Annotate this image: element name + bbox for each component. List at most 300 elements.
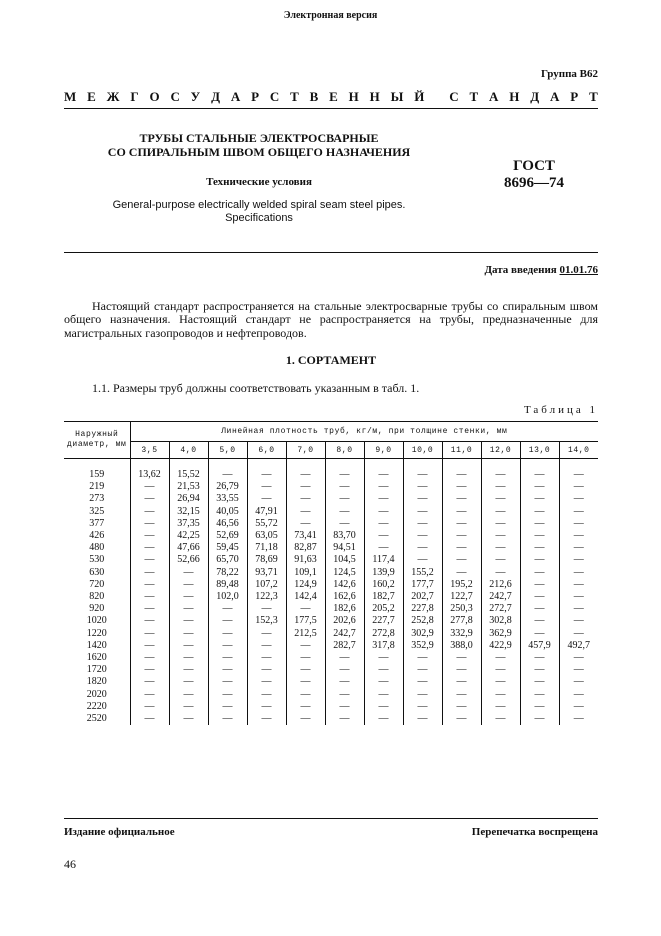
density-cell: — bbox=[520, 676, 559, 688]
density-cell: 492,7 bbox=[559, 640, 598, 652]
effective-date-value: 01.01.76 bbox=[559, 264, 598, 276]
density-cell: 250,3 bbox=[442, 603, 481, 615]
diameter-cell: 2020 bbox=[86, 688, 107, 700]
density-cell: — bbox=[481, 701, 520, 713]
density-cell: — bbox=[442, 493, 481, 505]
density-cell: — bbox=[442, 701, 481, 713]
density-cell: — bbox=[403, 459, 442, 482]
density-cell: 21,53 bbox=[169, 481, 208, 493]
thickness-header: 10,0 bbox=[403, 442, 442, 459]
density-cell: — bbox=[481, 530, 520, 542]
table-row bbox=[64, 689, 598, 701]
heading-letter: Е bbox=[87, 89, 96, 104]
diameter-header: Наружный диаметр, мм bbox=[64, 422, 130, 459]
density-cell: — bbox=[130, 506, 169, 518]
density-cell: 277,8 bbox=[442, 615, 481, 627]
density-cell: — bbox=[286, 506, 325, 518]
density-cell: 91,63 bbox=[286, 554, 325, 566]
density-cell: — bbox=[481, 664, 520, 676]
density-cell: 122,7 bbox=[442, 591, 481, 603]
density-cell: — bbox=[559, 530, 598, 542]
thickness-header: 14,0 bbox=[559, 442, 598, 459]
density-cell: 40,05 bbox=[208, 506, 247, 518]
heading-letter: Н bbox=[509, 89, 520, 104]
density-cell: 457,9 bbox=[520, 640, 559, 652]
density-cell: — bbox=[520, 493, 559, 505]
density-cell: — bbox=[130, 628, 169, 640]
diameter-cell: 1420 bbox=[86, 639, 107, 651]
effective-date-label: Дата введения bbox=[484, 264, 560, 276]
density-cell: — bbox=[130, 518, 169, 530]
density-cell: 65,70 bbox=[208, 554, 247, 566]
table-row bbox=[64, 603, 598, 615]
thickness-header: 4,0 bbox=[169, 442, 208, 459]
density-cell: 89,48 bbox=[208, 579, 247, 591]
density-cell: — bbox=[130, 689, 169, 701]
heading-letter: Р bbox=[570, 89, 579, 104]
density-cell: — bbox=[364, 506, 403, 518]
english-title-line-2: Specifications bbox=[225, 212, 293, 224]
density-cell: 227,8 bbox=[403, 603, 442, 615]
density-cell: — bbox=[559, 542, 598, 554]
density-cell: — bbox=[208, 459, 247, 482]
density-cell: — bbox=[520, 518, 559, 530]
density-cell: 422,9 bbox=[481, 640, 520, 652]
density-cell: 252,8 bbox=[403, 615, 442, 627]
heading-letter: А bbox=[550, 89, 560, 104]
density-cell: 362,9 bbox=[481, 628, 520, 640]
diameter-cell: 1220 bbox=[86, 627, 107, 639]
density-cell: — bbox=[286, 459, 325, 482]
thickness-header: 8,0 bbox=[325, 442, 364, 459]
section-title: 1. СОРТАМЕНТ bbox=[285, 353, 377, 367]
heading-letter: Ы bbox=[390, 89, 404, 104]
density-cell: — bbox=[130, 567, 169, 579]
heading-letter: А bbox=[230, 89, 241, 104]
diameter-cell: 1720 bbox=[86, 664, 107, 676]
density-cell: 82,87 bbox=[286, 542, 325, 554]
clause-1-1: 1.1. Размеры труб должны соответствовать указанным в табл. 1. bbox=[92, 381, 420, 395]
table-row bbox=[64, 459, 598, 482]
density-cell: — bbox=[403, 652, 442, 664]
density-cell: 83,70 bbox=[325, 530, 364, 542]
density-cell: — bbox=[559, 689, 598, 701]
density-cell: — bbox=[208, 701, 247, 713]
density-cell: — bbox=[559, 567, 598, 579]
divider-top bbox=[64, 108, 598, 109]
table-row bbox=[64, 701, 598, 713]
density-cell: — bbox=[559, 713, 598, 725]
diameter-cell: 720 bbox=[89, 578, 105, 590]
density-cell: — bbox=[169, 567, 208, 579]
diameter-cell: 159 bbox=[89, 469, 105, 480]
density-cell: 78,69 bbox=[247, 554, 286, 566]
density-cell: 352,9 bbox=[403, 640, 442, 652]
density-cell: — bbox=[130, 603, 169, 615]
table-header-row bbox=[64, 422, 598, 442]
table-row bbox=[64, 628, 598, 640]
thickness-header: 7,0 bbox=[286, 442, 325, 459]
density-cell: — bbox=[169, 701, 208, 713]
density-cell: 26,94 bbox=[169, 493, 208, 505]
density-cell: 104,5 bbox=[325, 554, 364, 566]
density-cell: — bbox=[286, 689, 325, 701]
thickness-header: 6,0 bbox=[247, 442, 286, 459]
thickness-header: 11,0 bbox=[442, 442, 481, 459]
density-cell: 109,1 bbox=[286, 567, 325, 579]
density-cell: 46,56 bbox=[208, 518, 247, 530]
density-cell: — bbox=[559, 615, 598, 627]
density-cell: — bbox=[325, 676, 364, 688]
density-cell: 122,3 bbox=[247, 591, 286, 603]
density-cell: — bbox=[364, 664, 403, 676]
density-cell: — bbox=[481, 713, 520, 725]
density-cell: — bbox=[325, 459, 364, 482]
electronic-version-label: Электронная версия bbox=[283, 10, 378, 21]
density-cell: — bbox=[325, 689, 364, 701]
density-cell: — bbox=[325, 481, 364, 493]
pipe-dimensions-table bbox=[64, 421, 598, 725]
density-cell: 13,62 bbox=[130, 459, 169, 482]
density-cell: — bbox=[130, 615, 169, 627]
density-cell: — bbox=[403, 506, 442, 518]
density-cell: — bbox=[364, 713, 403, 725]
density-cell: — bbox=[403, 701, 442, 713]
density-cell: — bbox=[169, 664, 208, 676]
density-cell: — bbox=[520, 459, 559, 482]
heading-letter: Д bbox=[211, 89, 221, 104]
density-cell: — bbox=[559, 493, 598, 505]
density-cell: 160,2 bbox=[364, 579, 403, 591]
density-cell: — bbox=[520, 542, 559, 554]
divider-middle bbox=[64, 252, 598, 253]
density-cell: 272,7 bbox=[481, 603, 520, 615]
density-cell: — bbox=[520, 579, 559, 591]
density-cell: — bbox=[481, 542, 520, 554]
density-cell: — bbox=[130, 481, 169, 493]
density-cell: 32,15 bbox=[169, 506, 208, 518]
diameter-cell: 426 bbox=[89, 530, 105, 542]
density-cell: — bbox=[559, 628, 598, 640]
table-row bbox=[64, 506, 598, 518]
heading-letter: У bbox=[190, 89, 201, 104]
title-line-1: ТРУБЫ СТАЛЬНЫЕ ЭЛЕКТРОСВАРНЫЕ bbox=[139, 131, 379, 145]
density-cell: — bbox=[169, 652, 208, 664]
density-cell: — bbox=[325, 701, 364, 713]
density-cell: 242,7 bbox=[325, 628, 364, 640]
thickness-header: 13,0 bbox=[520, 442, 559, 459]
density-cell: 102,0 bbox=[208, 591, 247, 603]
table-label: Таблица 1 bbox=[523, 404, 598, 416]
density-cell: — bbox=[403, 493, 442, 505]
density-cell: — bbox=[364, 459, 403, 482]
table-row bbox=[64, 664, 598, 676]
density-cell: — bbox=[364, 542, 403, 554]
density-cell: — bbox=[130, 640, 169, 652]
density-cell: — bbox=[247, 664, 286, 676]
heading-letter: Г bbox=[130, 89, 139, 104]
density-cell: 47,91 bbox=[247, 506, 286, 518]
density-cell: — bbox=[325, 664, 364, 676]
heading-letter: В bbox=[309, 89, 319, 104]
table-row bbox=[64, 518, 598, 530]
density-cell: 152,3 bbox=[247, 615, 286, 627]
density-cell: — bbox=[364, 689, 403, 701]
table-row bbox=[64, 640, 598, 652]
density-cell: 182,6 bbox=[325, 603, 364, 615]
table-row bbox=[64, 554, 598, 566]
density-cell: — bbox=[403, 664, 442, 676]
density-cell: — bbox=[481, 493, 520, 505]
density-cell: 205,2 bbox=[364, 603, 403, 615]
density-cell: 282,7 bbox=[325, 640, 364, 652]
heading-letter: Ж bbox=[106, 89, 120, 104]
density-cell: — bbox=[442, 554, 481, 566]
density-cell: — bbox=[286, 664, 325, 676]
density-cell: — bbox=[559, 676, 598, 688]
divider-bottom bbox=[64, 818, 598, 819]
density-cell: — bbox=[442, 530, 481, 542]
density-cell: — bbox=[325, 652, 364, 664]
density-cell: — bbox=[442, 506, 481, 518]
heading-letter: Т bbox=[589, 89, 598, 104]
density-cell: — bbox=[481, 481, 520, 493]
heading-letter: О bbox=[149, 89, 160, 104]
gost-label: ГОСТ bbox=[513, 158, 555, 174]
density-cell: — bbox=[169, 628, 208, 640]
density-cell: — bbox=[481, 567, 520, 579]
table-row bbox=[64, 591, 598, 603]
table-row bbox=[64, 567, 598, 579]
density-cell: — bbox=[442, 459, 481, 482]
density-cell: 107,2 bbox=[247, 579, 286, 591]
standard-type-heading bbox=[64, 89, 598, 105]
density-cell: 78,22 bbox=[208, 567, 247, 579]
density-cell: — bbox=[208, 713, 247, 725]
heading-letter: М bbox=[64, 89, 77, 104]
density-cell: — bbox=[481, 689, 520, 701]
thickness-header: 9,0 bbox=[364, 442, 403, 459]
gost-designation bbox=[470, 158, 598, 192]
density-cell: — bbox=[520, 615, 559, 627]
table-row bbox=[64, 530, 598, 542]
density-cell: — bbox=[403, 542, 442, 554]
diameter-cell: 480 bbox=[89, 542, 105, 554]
density-cell: — bbox=[559, 603, 598, 615]
density-cell: — bbox=[208, 640, 247, 652]
density-cell: — bbox=[442, 567, 481, 579]
heading-letter: Т bbox=[469, 89, 479, 104]
density-cell: — bbox=[559, 652, 598, 664]
density-cell: — bbox=[559, 518, 598, 530]
density-header: Линейная плотность труб, кг/м, при толщине стенки, мм bbox=[130, 422, 598, 442]
density-cell: — bbox=[403, 689, 442, 701]
diameter-cell: 530 bbox=[89, 554, 105, 566]
density-cell: 42,25 bbox=[169, 530, 208, 542]
density-cell: — bbox=[286, 493, 325, 505]
density-cell: — bbox=[286, 518, 325, 530]
heading-letter: Е bbox=[329, 89, 338, 104]
thickness-header: 5,0 bbox=[208, 442, 247, 459]
density-cell: 94,51 bbox=[325, 542, 364, 554]
density-cell: 37,35 bbox=[169, 518, 208, 530]
density-cell: — bbox=[286, 713, 325, 725]
density-cell: — bbox=[247, 481, 286, 493]
density-cell: — bbox=[247, 459, 286, 482]
density-cell: — bbox=[247, 603, 286, 615]
document-subtitle: Технические условия bbox=[206, 176, 312, 188]
density-cell: — bbox=[169, 640, 208, 652]
density-cell: 302,9 bbox=[403, 628, 442, 640]
density-cell: — bbox=[520, 530, 559, 542]
density-cell: — bbox=[520, 554, 559, 566]
density-cell: — bbox=[286, 481, 325, 493]
diameter-cell: 377 bbox=[89, 517, 105, 529]
density-cell: — bbox=[208, 615, 247, 627]
density-cell: — bbox=[325, 518, 364, 530]
density-cell: 26,79 bbox=[208, 481, 247, 493]
density-cell: — bbox=[403, 481, 442, 493]
diameter-cell: 2520 bbox=[86, 713, 107, 725]
density-cell: 317,8 bbox=[364, 640, 403, 652]
density-cell: — bbox=[559, 579, 598, 591]
density-cell: — bbox=[286, 652, 325, 664]
gost-number: 8696—74 bbox=[504, 175, 564, 191]
thickness-header: 12,0 bbox=[481, 442, 520, 459]
density-cell: 59,45 bbox=[208, 542, 247, 554]
density-cell: — bbox=[442, 481, 481, 493]
density-cell: — bbox=[325, 713, 364, 725]
density-cell: — bbox=[442, 664, 481, 676]
density-cell: — bbox=[130, 530, 169, 542]
density-cell: — bbox=[520, 603, 559, 615]
density-cell: 52,66 bbox=[169, 554, 208, 566]
density-cell: 124,9 bbox=[286, 579, 325, 591]
density-cell: 93,71 bbox=[247, 567, 286, 579]
effective-date bbox=[484, 264, 598, 276]
density-cell: 182,7 bbox=[364, 591, 403, 603]
density-cell: — bbox=[130, 493, 169, 505]
density-cell: — bbox=[442, 689, 481, 701]
density-cell: 142,4 bbox=[286, 591, 325, 603]
density-cell: — bbox=[442, 652, 481, 664]
table-row bbox=[64, 713, 598, 725]
density-cell: — bbox=[520, 713, 559, 725]
heading-letter: Н bbox=[369, 89, 380, 104]
density-cell: — bbox=[520, 628, 559, 640]
density-cell: — bbox=[442, 713, 481, 725]
density-cell: — bbox=[130, 591, 169, 603]
density-cell: — bbox=[208, 603, 247, 615]
density-cell: 71,18 bbox=[247, 542, 286, 554]
density-cell: — bbox=[403, 713, 442, 725]
density-cell: 63,05 bbox=[247, 530, 286, 542]
density-cell: — bbox=[520, 701, 559, 713]
diameter-cell: 325 bbox=[89, 505, 105, 517]
diameter-cell: 1820 bbox=[86, 676, 107, 688]
english-title-line-1: General-purpose electrically welded spiral seam steel pipes. bbox=[112, 199, 406, 211]
density-cell: — bbox=[559, 481, 598, 493]
density-cell: — bbox=[169, 689, 208, 701]
density-cell: — bbox=[403, 676, 442, 688]
density-cell: — bbox=[481, 676, 520, 688]
density-cell: — bbox=[364, 481, 403, 493]
density-cell: 73,41 bbox=[286, 530, 325, 542]
density-cell: — bbox=[520, 567, 559, 579]
page-number: 46 bbox=[64, 857, 76, 871]
density-cell: 124,5 bbox=[325, 567, 364, 579]
density-cell: — bbox=[481, 554, 520, 566]
density-cell: — bbox=[208, 676, 247, 688]
density-cell: — bbox=[364, 701, 403, 713]
density-cell: — bbox=[130, 664, 169, 676]
thickness-header: 3,5 bbox=[130, 442, 169, 459]
density-cell: — bbox=[247, 640, 286, 652]
density-cell: — bbox=[559, 591, 598, 603]
heading-letter: С bbox=[449, 89, 459, 104]
table-body bbox=[64, 459, 598, 726]
heading-letter: Й bbox=[414, 89, 425, 104]
heading-letter: Д bbox=[530, 89, 540, 104]
heading-letter: Р bbox=[251, 89, 260, 104]
density-cell: 242,7 bbox=[481, 591, 520, 603]
density-cell: — bbox=[130, 652, 169, 664]
density-cell: — bbox=[364, 493, 403, 505]
density-cell: — bbox=[169, 579, 208, 591]
density-cell: 52,69 bbox=[208, 530, 247, 542]
document-title bbox=[64, 131, 454, 159]
density-cell: — bbox=[286, 676, 325, 688]
density-cell: 155,2 bbox=[403, 567, 442, 579]
heading-letter: С bbox=[269, 89, 280, 104]
density-cell: — bbox=[169, 615, 208, 627]
density-cell: — bbox=[208, 628, 247, 640]
density-cell: — bbox=[247, 701, 286, 713]
table-row bbox=[64, 542, 598, 554]
diameter-cell: 1620 bbox=[86, 652, 107, 664]
density-cell: — bbox=[559, 459, 598, 482]
title-line-2: СО СПИРАЛЬНЫМ ШВОМ ОБЩЕГО НАЗНАЧЕНИЯ bbox=[107, 145, 411, 159]
density-cell: 162,6 bbox=[325, 591, 364, 603]
diameter-cell: 820 bbox=[89, 591, 105, 603]
density-cell: — bbox=[247, 493, 286, 505]
density-cell: — bbox=[403, 518, 442, 530]
density-cell: — bbox=[169, 676, 208, 688]
density-cell: — bbox=[559, 701, 598, 713]
density-cell: — bbox=[130, 542, 169, 554]
reprint-notice: Перепечатка воспрещена bbox=[471, 826, 598, 838]
density-cell: 117,4 bbox=[364, 554, 403, 566]
density-cell: — bbox=[481, 506, 520, 518]
density-cell: — bbox=[442, 676, 481, 688]
density-cell: 202,7 bbox=[403, 591, 442, 603]
density-cell: 332,9 bbox=[442, 628, 481, 640]
density-cell: — bbox=[520, 652, 559, 664]
density-cell: — bbox=[481, 459, 520, 482]
density-cell: — bbox=[247, 676, 286, 688]
density-cell: 272,8 bbox=[364, 628, 403, 640]
density-cell: — bbox=[130, 701, 169, 713]
density-cell: — bbox=[481, 518, 520, 530]
density-cell: — bbox=[364, 518, 403, 530]
density-cell: — bbox=[208, 652, 247, 664]
diameter-cell: 273 bbox=[89, 493, 105, 505]
density-cell: — bbox=[442, 542, 481, 554]
density-cell: — bbox=[286, 640, 325, 652]
density-cell: 55,72 bbox=[247, 518, 286, 530]
heading-letter: Н bbox=[348, 89, 359, 104]
density-cell: 33,55 bbox=[208, 493, 247, 505]
